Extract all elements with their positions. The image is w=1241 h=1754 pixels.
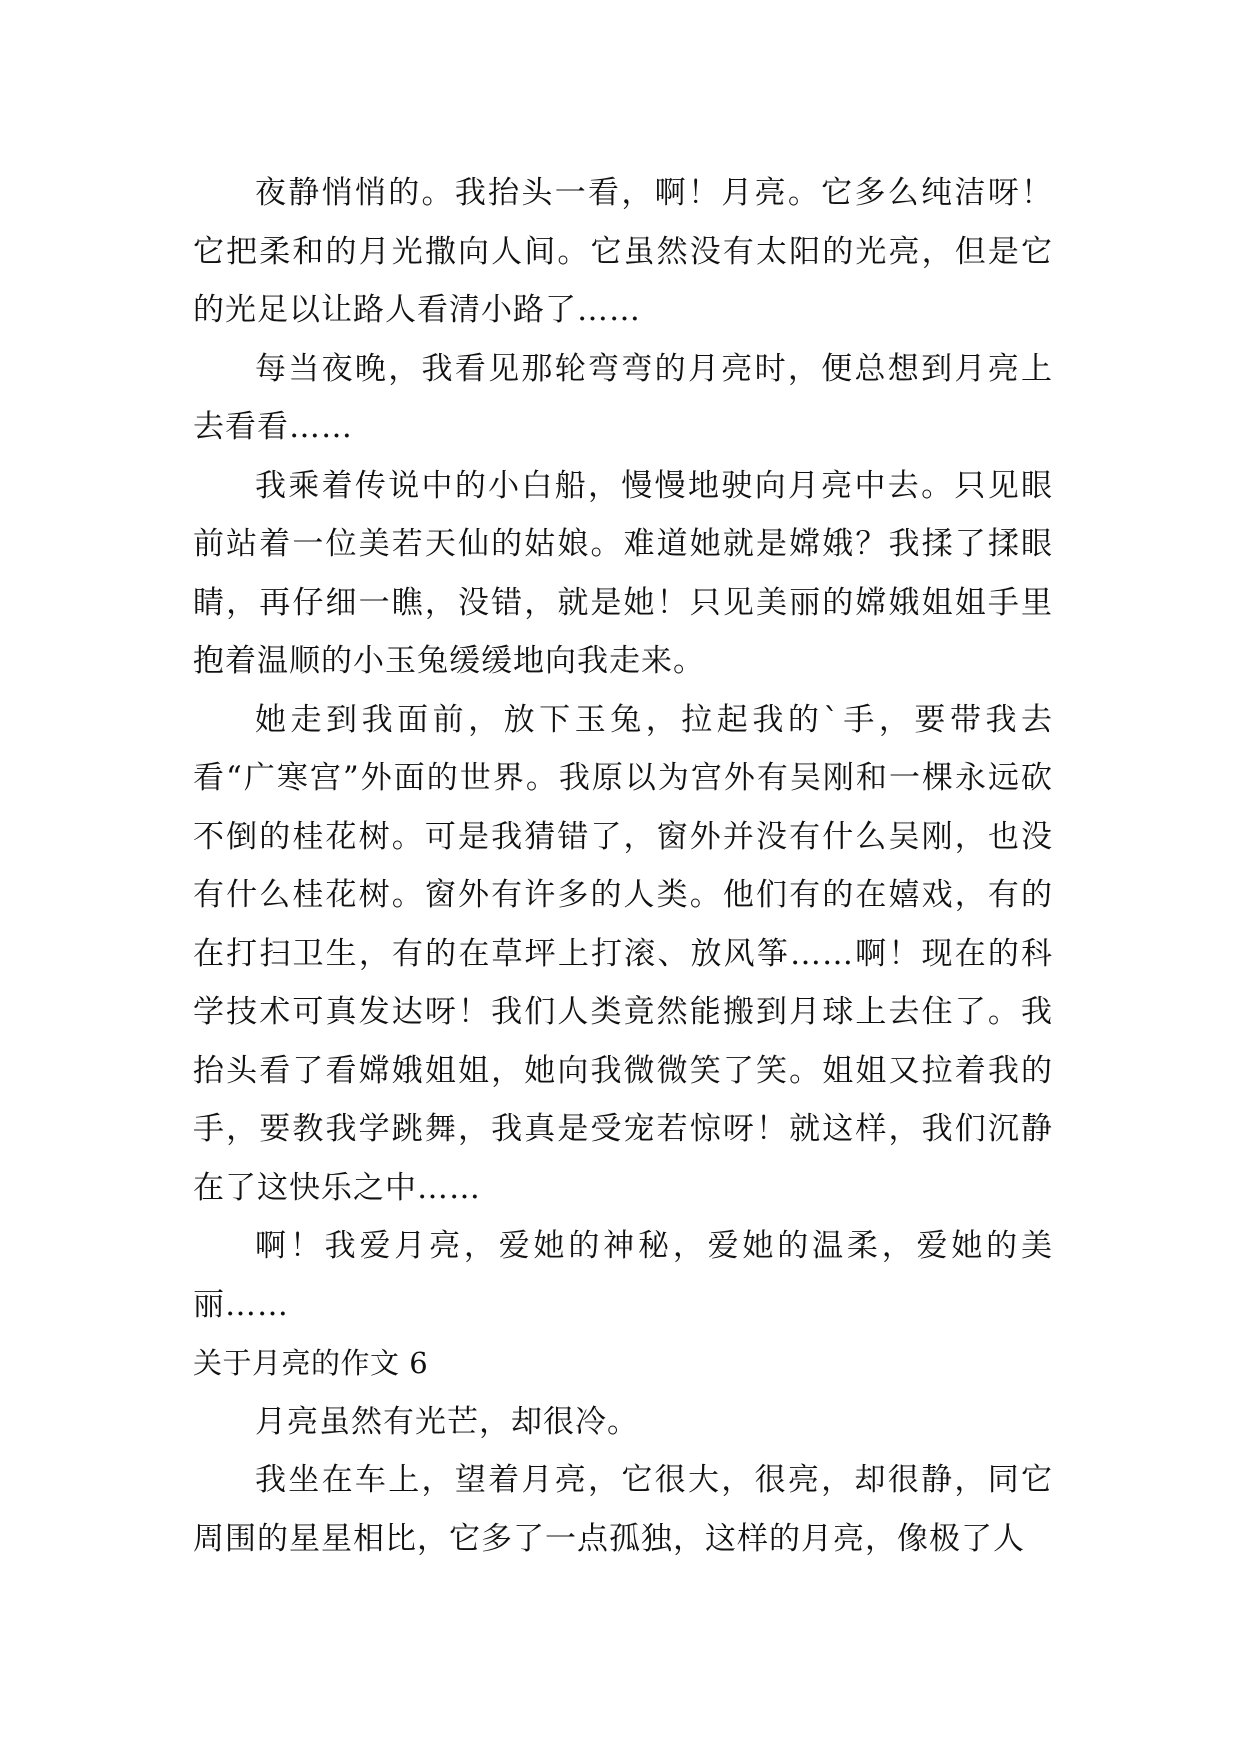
paragraph-5: 啊！我爱月亮，爱她的神秘，爱她的温柔，爱她的美丽…… — [193, 1228, 1053, 1323]
document-body — [193, 164, 1053, 1568]
paragraph-1: 夜静悄悄的。我抬头一看，啊！月亮。它多么纯洁呀！它把柔和的月光撒向人间。它虽然没有太阳的光亮，但是它的光足以让路人看清小路了…… — [193, 175, 1053, 328]
paragraph-4: 她走到我面前，放下玉兔，拉起我的`手，要带我去看“广寒宫”外面的世界。我原以为宫外有吴刚和一棵永远砍不倒的桂花树。可是我猜错了，窗外并没有什么吴刚，也没有什么桂花树。窗外有许多的人类。他们有的在嬉戏，有的在打扫卫生，有的在草坪上打滚、放风筝……啊！现在的科学技术可真发达呀！我们人类竟然能搬到月球上去住了。我抬头看了看嫦娥姐姐，她向我微微笑了笑。姐姐又拉着我的手，要教我学跳舞，我真是受宠若惊呀！就这样，我们沉静在了这快乐之中…… — [193, 701, 1053, 1206]
paragraph-3: 我乘着传说中的小白船，慢慢地驶向月亮中去。只见眼前站着一位美若天仙的姑娘。难道她就是嫦娥？我揉了揉眼睛，再仔细一瞧，没错，就是她！只见美丽的嫦娥姐姐手里抱着温顺的小玉兔缓缓地向我走来。 — [193, 467, 1053, 679]
section-paragraph-1: 月亮虽然有光芒，却很冷。 — [255, 1403, 639, 1440]
paragraph-2: 每当夜晚，我看见那轮弯弯的月亮时，便总想到月亮上去看看…… — [193, 350, 1053, 445]
section-paragraph-2: 我坐在车上，望着月亮，它很大，很亮，却很静，同它周围的星星相比，它多了一点孤独，这样的月亮，像极了人 — [193, 1462, 1053, 1557]
section-title: 关于月亮的作文 6 — [193, 1346, 429, 1380]
